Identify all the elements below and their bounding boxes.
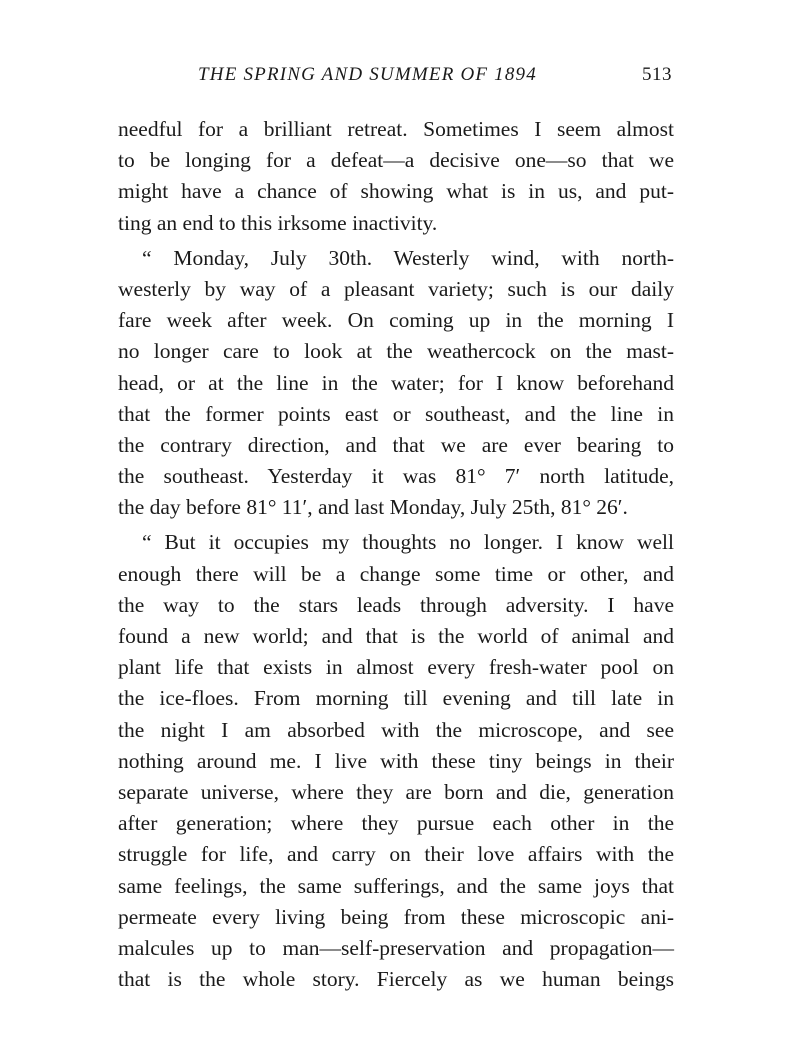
body-text xyxy=(118,114,674,995)
text-line: that is the whole story. Fiercely as we human beings xyxy=(118,967,674,992)
text-line: to be longing for a defeat—a decisive one—so that we xyxy=(118,148,674,173)
running-title: THE SPRING AND SUMMER OF 1894 xyxy=(198,64,537,85)
text-line: found a new world; and that is the world of animal and xyxy=(118,624,674,648)
text-line: the way to the stars leads through adversity. I have xyxy=(118,592,674,617)
text-line: needful for a brilliant retreat. Sometimes I seem almost xyxy=(118,117,674,141)
text-line: separate universe, where they are born and die, generation xyxy=(118,779,674,804)
text-line: that the former points east or southeast, and the line in xyxy=(118,401,674,426)
text-line: “ But it occupies my thoughts no longer. I know well xyxy=(142,530,674,555)
text-line: plant life that exists in almost every fresh-water pool on xyxy=(118,655,674,680)
text-line: malcules up to man—self-preservation and propagation— xyxy=(118,935,674,960)
text-line: the night I am absorbed with the microscope, and see xyxy=(118,717,674,742)
page-number: 513 xyxy=(642,64,672,85)
paragraph xyxy=(118,527,674,995)
text-line: westerly by way of a pleasant variety; such is our daily xyxy=(118,276,674,301)
text-line: nothing around me. I live with these tiny beings in their xyxy=(118,748,674,773)
text-line: same feelings, the same sufferings, and the same joys that xyxy=(118,873,674,898)
text-line: no longer care to look at the weathercock on the mast- xyxy=(118,339,674,364)
text-line: the contrary direction, and that we are ever bearing to xyxy=(118,432,674,457)
text-line: the southeast. Yesterday it was 81° 7′ north latitude, xyxy=(118,464,674,489)
text-line: struggle for life, and carry on their love affairs with the xyxy=(118,842,674,867)
text-line: permeate every living being from these microscopic ani- xyxy=(118,904,674,929)
text-line: head, or at the line in the water; for I know beforehand xyxy=(118,370,674,395)
text-line: enough there will be a change some time or other, and xyxy=(118,561,674,586)
text-line: the day before 81° 11′, and last Monday, July 25th, 81° 26′. xyxy=(118,495,628,520)
running-head xyxy=(118,64,678,90)
text-line: ting an end to this irksome inactivity. xyxy=(118,210,438,235)
paragraph xyxy=(118,114,674,239)
text-line: after generation; where they pursue each other in the xyxy=(118,811,674,836)
paragraph xyxy=(118,243,674,524)
text-line: might have a chance of showing what is in us, and put- xyxy=(118,179,674,204)
text-line: fare week after week. On coming up in the morning I xyxy=(118,308,674,333)
text-line: “ Monday, July 30th. Westerly wind, with north- xyxy=(142,245,674,270)
text-line: the ice-floes. From morning till evening and till late in xyxy=(118,686,674,711)
